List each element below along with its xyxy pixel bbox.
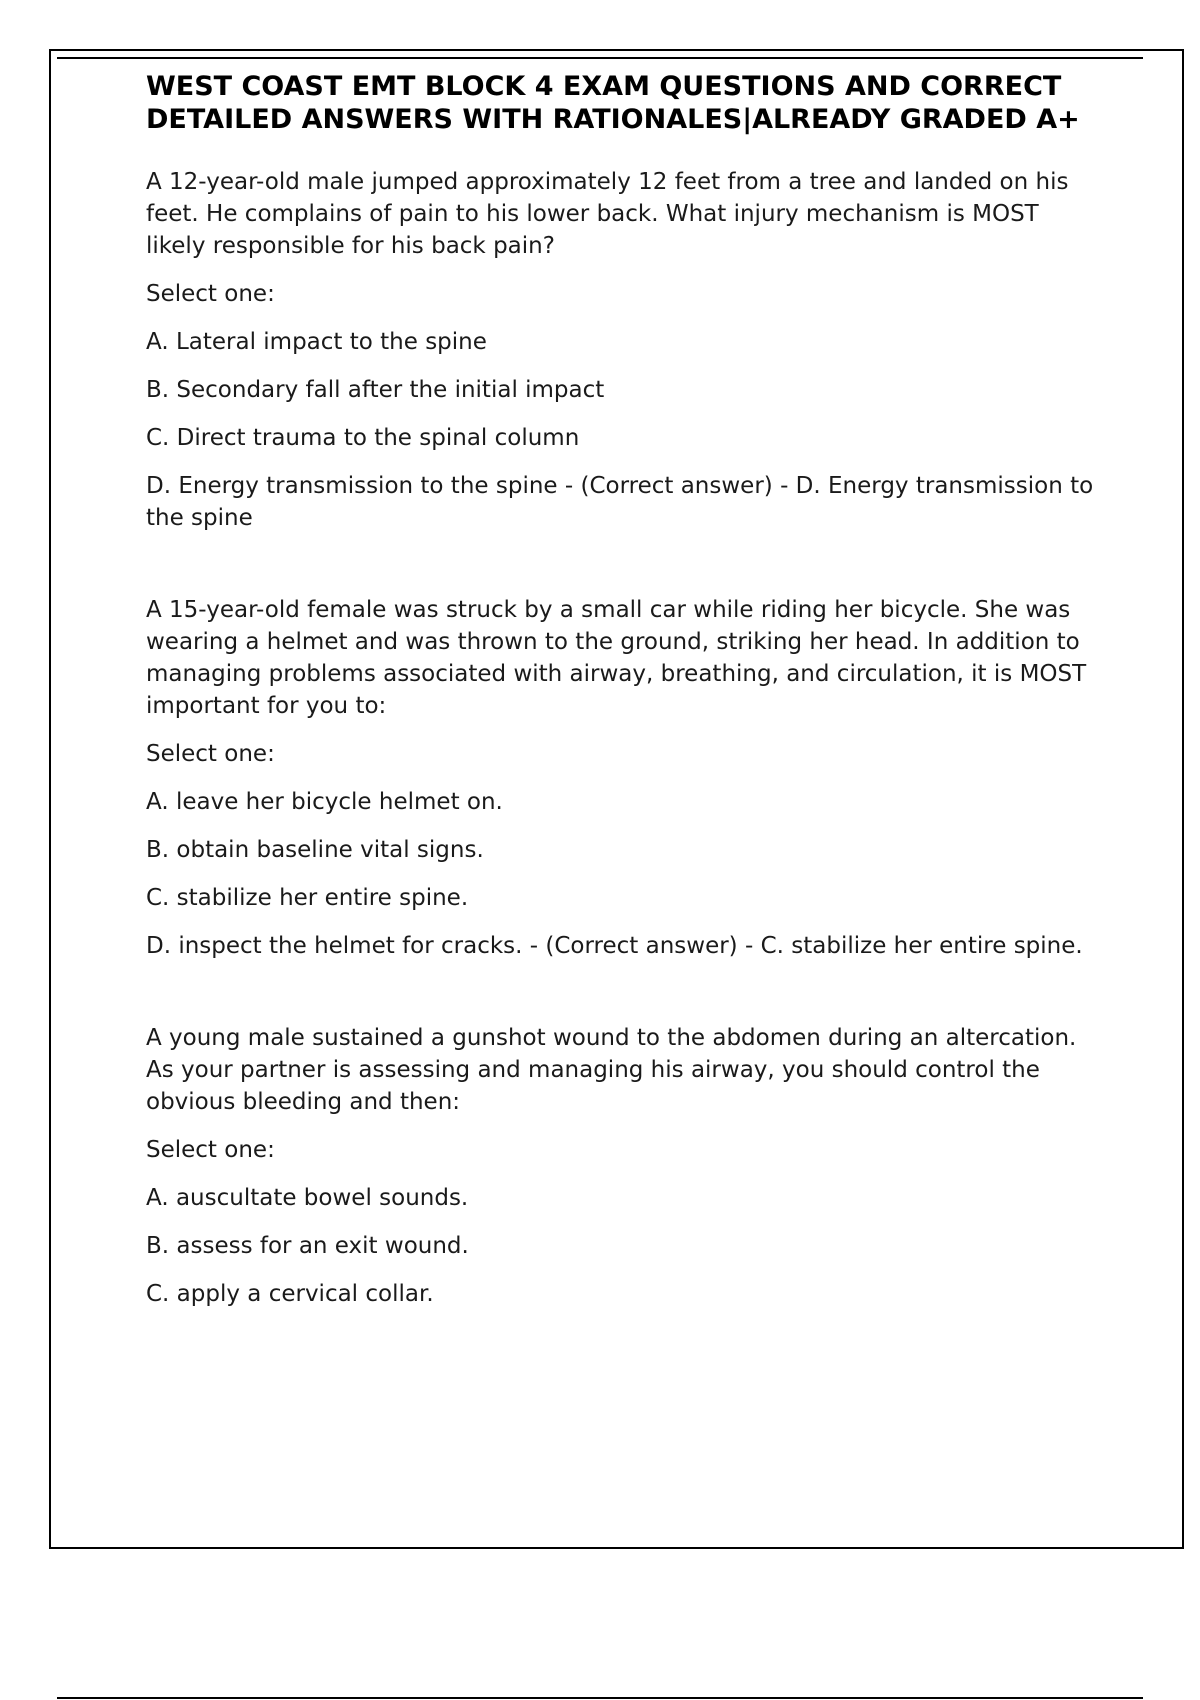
select-one-label: Select one: [146, 1137, 275, 1163]
answer-option-b: B. assess for an exit wound. [146, 1233, 469, 1259]
answer-option-c: C. apply a cervical collar. [146, 1281, 434, 1307]
answer-option-b: B. obtain baseline vital signs. [146, 837, 484, 863]
answer-option-c: C. stabilize her entire spine. [146, 885, 469, 911]
answer-option-b: B. Secondary fall after the initial impact [146, 377, 605, 403]
answer-option-a: A. Lateral impact to the spine [146, 329, 487, 355]
answer-option-c: C. Direct trauma to the spinal column [146, 425, 580, 451]
question-3 [146, 1022, 1096, 1310]
answer-option-a: A. leave her bicycle helmet on. [146, 789, 503, 815]
top-rule [57, 57, 1143, 59]
answer-option-a: A. auscultate bowel sounds. [146, 1185, 469, 1211]
question-text: A 12-year-old male jumped approximately 12 feet from a tree and landed on his feet. He complains of pain to his lower back. What injury mechanism is MOST likely responsible for his back pain? [146, 169, 1069, 259]
bottom-rule [57, 1697, 1143, 1699]
question-text: A 15-year-old female was struck by a small car while riding her bicycle. She was wearing a helmet and was thrown to the ground, striking her head. In addition to managing problems associated with airway, breathing, and circulation, it is MOST important for you to: [146, 597, 1087, 719]
select-one-label: Select one: [146, 281, 275, 307]
document-title: WEST COAST EMT BLOCK 4 EXAM QUESTIONS AND CORRECT DETAILED ANSWERS WITH RATIONALES|ALREADY GRADED A+ [146, 71, 1080, 135]
answer-option-d: D. Energy transmission to the spine - (Correct answer) - D. Energy transmission to the spine [146, 473, 1094, 531]
question-2 [146, 594, 1096, 962]
select-one-label: Select one: [146, 741, 275, 767]
answer-option-d: D. inspect the helmet for cracks. - (Correct answer) - C. stabilize her entire spine. [146, 933, 1083, 959]
question-text: A young male sustained a gunshot wound to the abdomen during an altercation. As your partner is assessing and managing his airway, you should control the obvious bleeding and then: [146, 1025, 1077, 1115]
question-1 [146, 166, 1096, 534]
document-content [146, 70, 1096, 1326]
